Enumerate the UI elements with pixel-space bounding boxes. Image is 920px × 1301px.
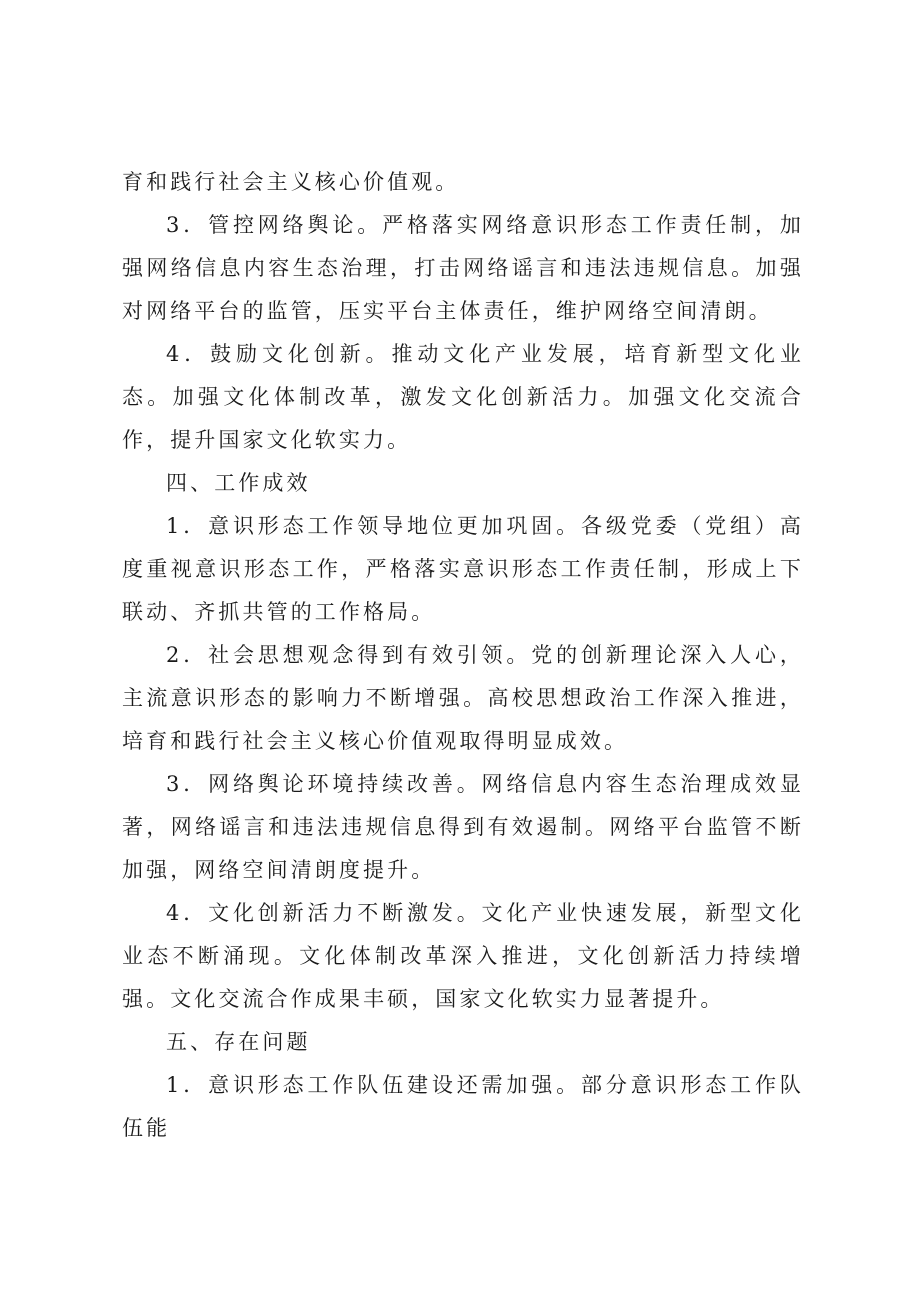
paragraph-result-1: 1．意识形态工作领导地位更加巩固。各级党委（党组）高度重视意识形态工作，严格落实意识形态工作责任制，形成上下联动、齐抓共管的工作格局。 [122, 514, 804, 624]
paragraph-encourage-cultural-innovation: 4．鼓励文化创新。推动文化产业发展，培育新型文化业态。加强文化体制改革，激发文化创新活力。加强文化交流合作，提升国家文化软实力。 [122, 342, 804, 452]
paragraph-result-4: 4．文化创新活力不断激发。文化产业快速发展，新型文化业态不断涌现。文化体制改革深入推进，文化创新活力持续增强。文化交流合作成果丰硕，国家文化软实力显著提升。 [122, 901, 804, 1011]
section-heading-work-results: 四、工作成效 [166, 471, 311, 495]
paragraph-continuation: 育和践行社会主义核心价值观。 [122, 170, 460, 194]
document-body [122, 161, 804, 1150]
paragraph-control-online-opinion: 3．管控网络舆论。严格落实网络意识形态工作责任制，加强网络信息内容生态治理，打击网络谣言和违法违规信息。加强对网络平台的监管，压实平台主体责任，维护网络空间清朗。 [122, 213, 804, 323]
section-heading-existing-problems: 五、存在问题 [166, 1030, 311, 1054]
paragraph-result-3: 3．网络舆论环境持续改善。网络信息内容生态治理成效显著，网络谣言和违法违规信息得到有效遏制。网络平台监管不断加强，网络空间清朗度提升。 [122, 772, 804, 882]
paragraph-problem-1: 1．意识形态工作队伍建设还需加强。部分意识形态工作队伍能 [122, 1073, 804, 1140]
paragraph-result-2: 2．社会思想观念得到有效引领。党的创新理论深入人心，主流意识形态的影响力不断增强。高校思想政治工作深入推进，培育和践行社会主义核心价值观取得明显成效。 [122, 643, 804, 753]
